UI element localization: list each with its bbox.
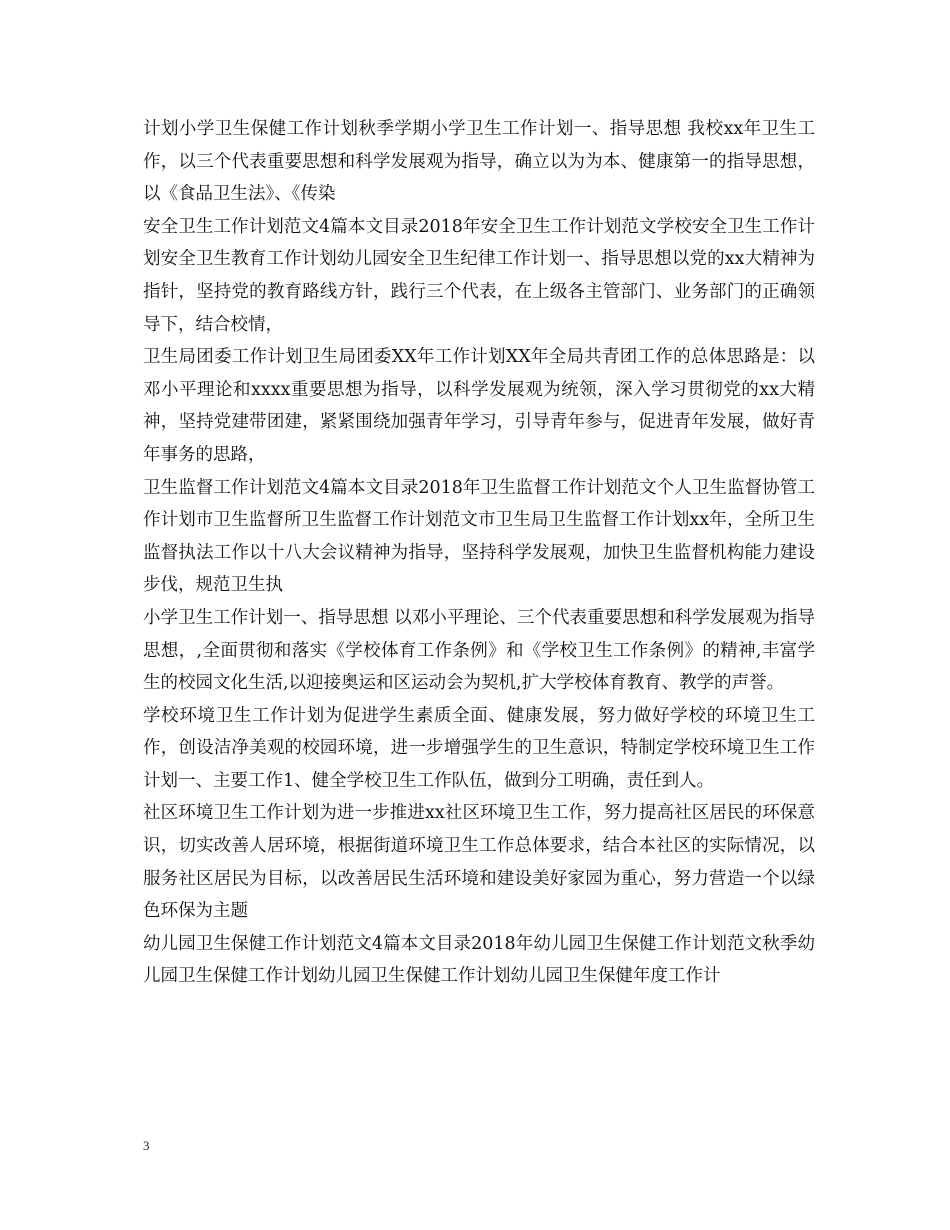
- paragraph-8: 幼儿园卫生保健工作计划范文4篇本文目录2018年幼儿园卫生保健工作计划范文秋季幼儿园卫生保健工作计划幼儿园卫生保健工作计划幼儿园卫生保健年度工作计: [143, 933, 815, 987]
- paragraph-3: 卫生局团委工作计划卫生局团委XX年工作计划XX年全局共青团工作的总体思路是：以邓小平理论和xxxx重要思想为指导，以科学发展观为统领，深入学习贯彻党的xx大精神，坚持党建带团建，紧紧围绕加强青年学习，引导青年参与，促进青年发展，做好青年事务的思路，: [143, 347, 815, 465]
- page-number: 3: [143, 1138, 150, 1153]
- paragraph-5: 小学卫生工作计划一、指导思想 以邓小平理论、三个代表重要思想和科学发展观为指导思想，,全面贯彻和落实《学校体育工作条例》和《学校卫生工作条例》的精神,丰富学生的校园文化生活,以迎接奥运和区运动会为契机,扩大学校体育教育、教学的声誉。: [143, 607, 815, 694]
- paragraph-1: 计划小学卫生保健工作计划秋季学期小学卫生工作计划一、指导思想 我校xx年卫生工作，以三个代表重要思想和科学发展观为指导，确立以为为本、健康第一的指导思想，以《食品卫生法》、《传染: [143, 119, 815, 205]
- paragraph-6: 学校环境卫生工作计划为促进学生素质全面、健康发展，努力做好学校的环境卫生工作，创设洁净美观的校园环境，进一步增强学生的卫生意识，特制定学校环境卫生工作计划一、主要工作1、健全学校卫生工作队伍，做到分工明确，责任到人。: [143, 705, 815, 791]
- paragraph-7: 社区环境卫生工作计划为进一步推进xx社区环境卫生工作，努力提高社区居民的环保意识，切实改善人居环境，根据街道环境卫生工作总体要求，结合本社区的实际情况，以服务社区居民为目标，以改善居民生活环境和建设美好家园为重心，努力营造一个以绿色环保为主题: [143, 803, 815, 922]
- paragraph-2: 安全卫生工作计划范文4篇本文目录2018年安全卫生工作计划范文学校安全卫生工作计划安全卫生教育工作计划幼儿园安全卫生纪律工作计划一、指导思想以党的xx大精神为指针，坚持党的教育路线方针，践行三个代表，在上级各主管部门、业务部门的正确领导下，结合校情，: [143, 216, 815, 335]
- paragraph-4: 卫生监督工作计划范文4篇本文目录2018年卫生监督工作计划范文个人卫生监督协管工作计划市卫生监督所卫生监督工作计划范文市卫生局卫生监督工作计划xx年，全所卫生监督执法工作以十八大会议精神为指导，坚持科学发展观，加快卫生监督机构能力建设步伐，规范卫生执: [143, 477, 815, 596]
- document-body: [143, 113, 815, 993]
